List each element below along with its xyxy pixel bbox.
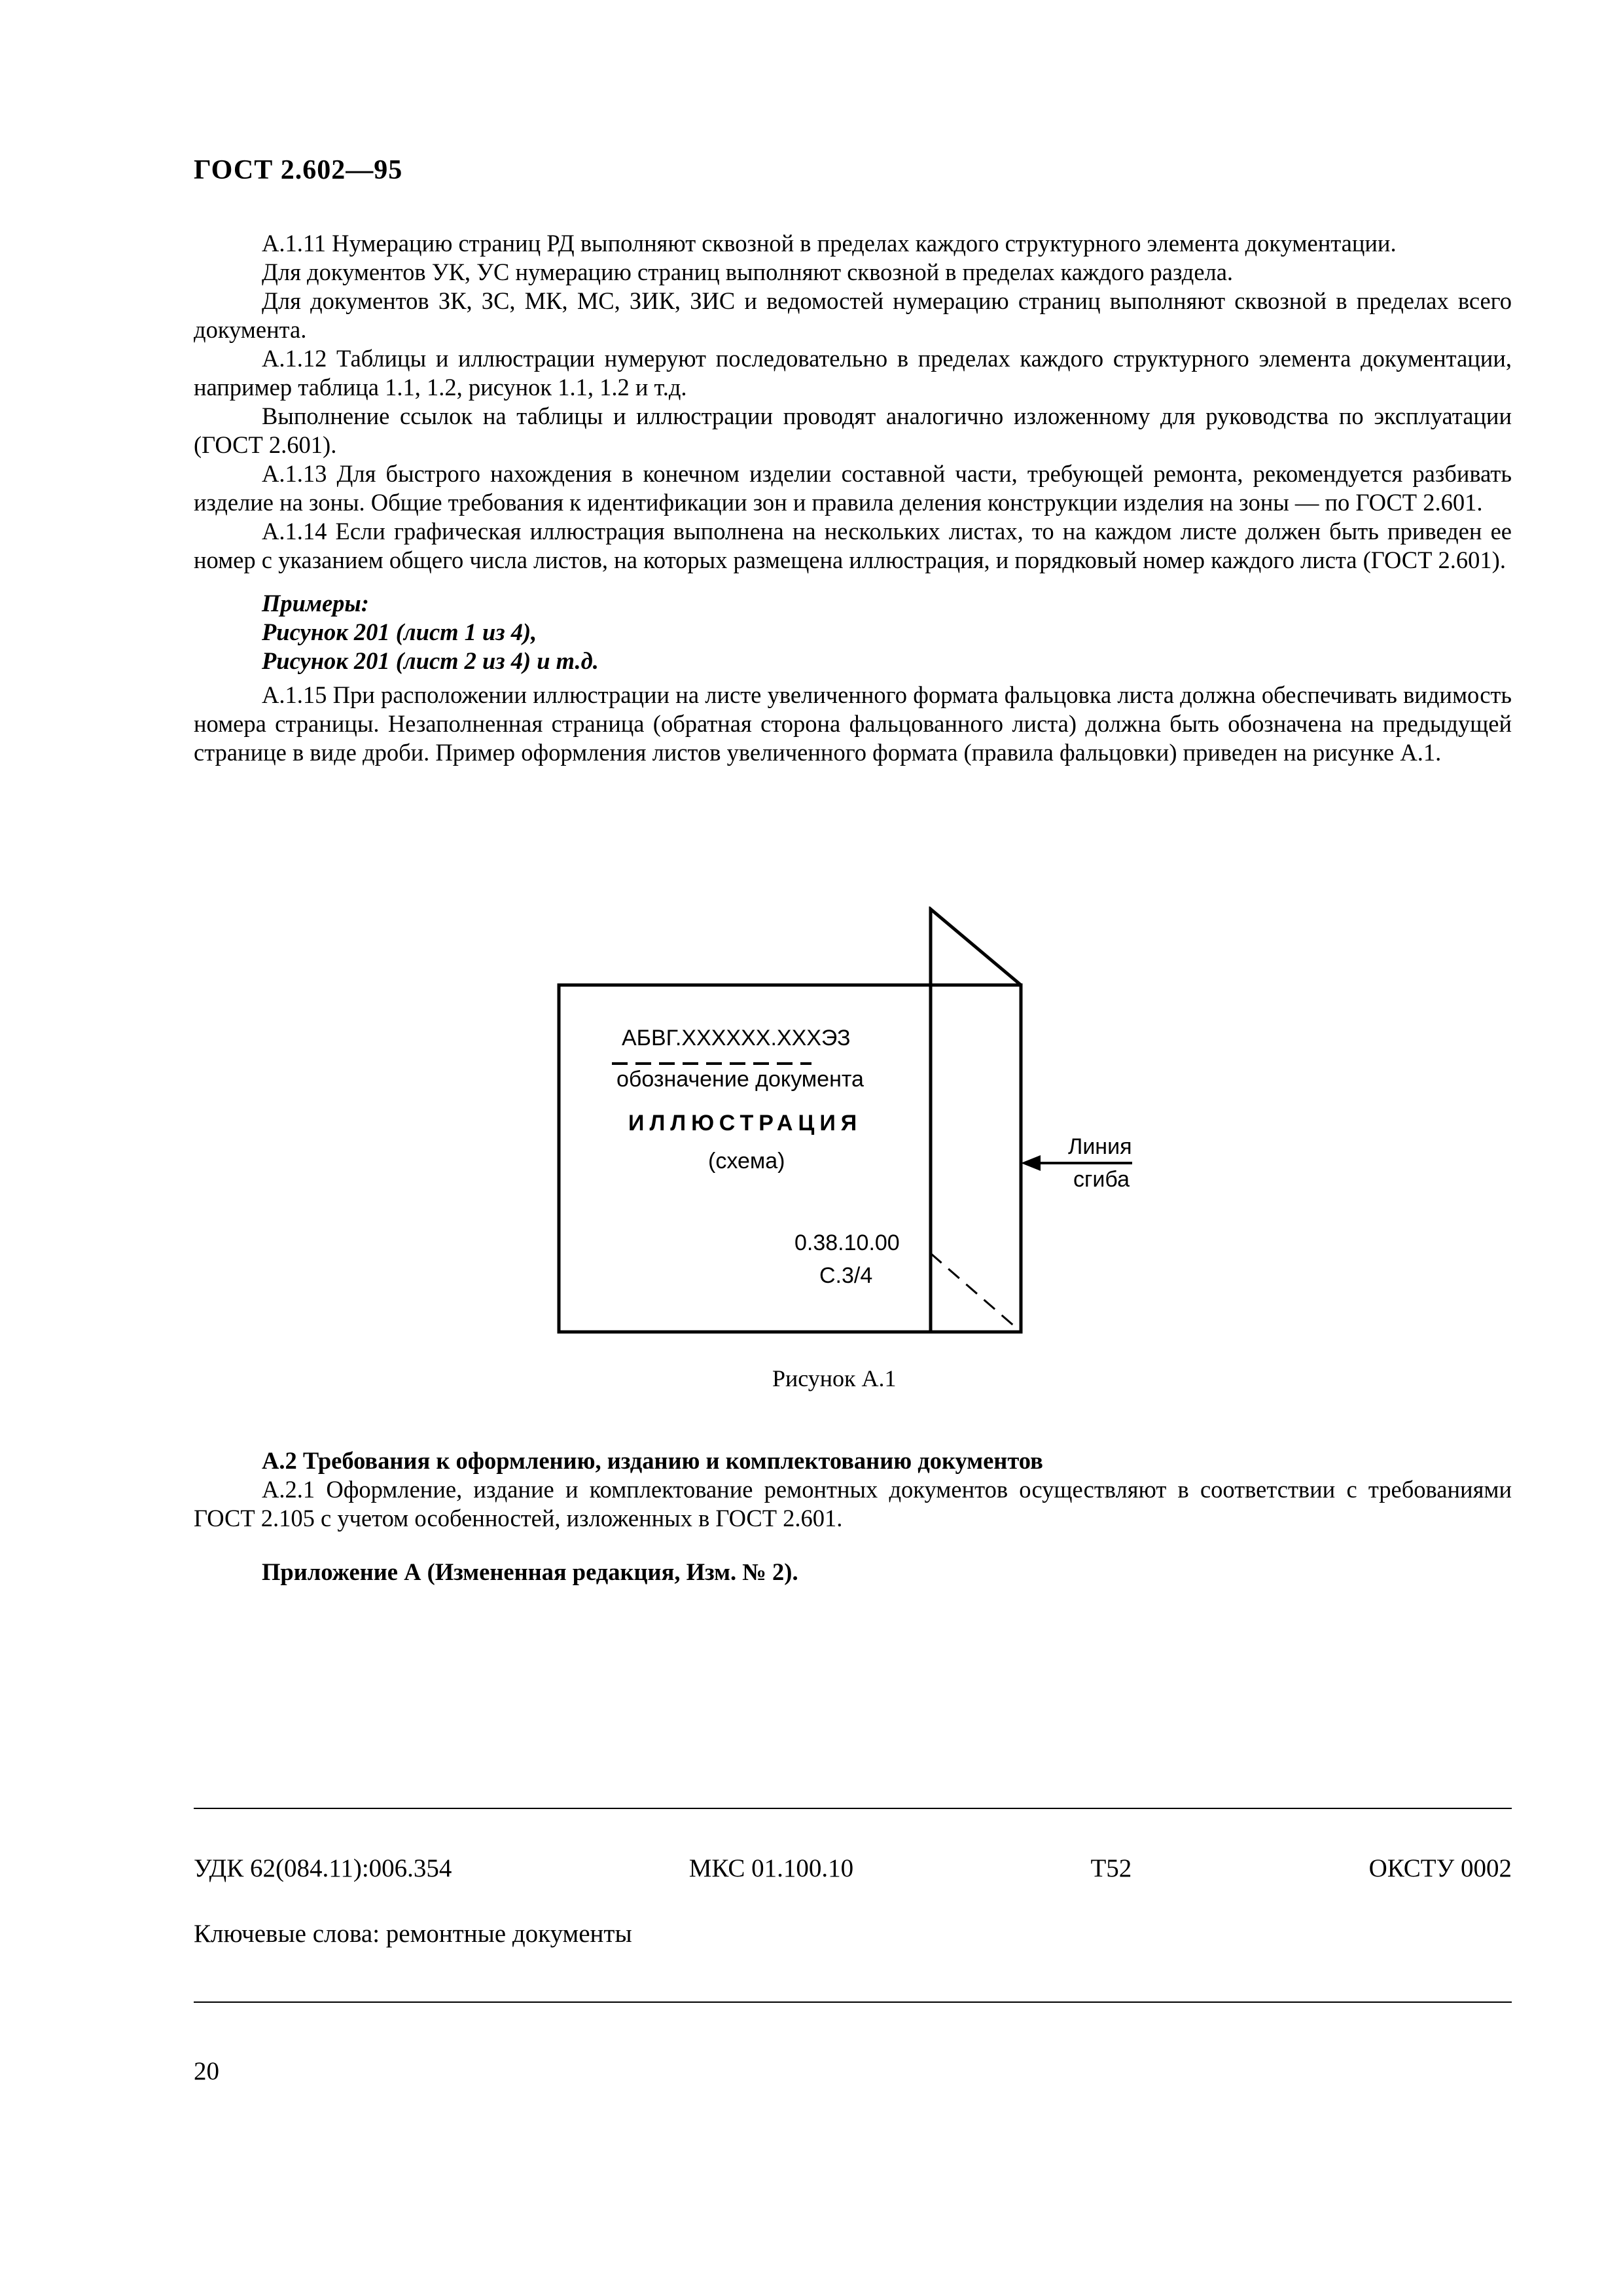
main-text	[194, 229, 1512, 767]
t-code: Т52	[1090, 1854, 1132, 1882]
example-line-2: Рисунок 201 (лист 2 из 4) и т.д.	[262, 647, 599, 674]
standard-header: ГОСТ 2.602—95	[194, 155, 403, 185]
fold-label-line: Линия	[1068, 1134, 1132, 1159]
fold-label-bend: сгиба	[1073, 1167, 1130, 1192]
example-line-1: Рисунок 201 (лист 1 из 4),	[262, 619, 537, 645]
paragraph-a114: А.1.14 Если графическая иллюстрация выполнена на нескольких листах, то на каждом листе должен быть приведен ее номер с указанием общего числа листов, на которых размещена иллюстрация, и порядковый номер каждого листа (ГОСТ 2.601).	[194, 518, 1512, 573]
page-number: 20	[194, 2057, 219, 2085]
section-a2	[194, 1446, 1512, 1587]
footer-classification-row	[194, 1854, 1512, 1883]
fold-dashed-diagonal	[931, 1253, 1021, 1332]
illustration-label: ИЛЛЮСТРАЦИЯ	[628, 1111, 863, 1136]
folded-flap-outline	[931, 909, 1021, 1332]
doc-designation-label: обозначение документа	[616, 1067, 864, 1092]
paragraph-zk-zs: Для документов ЗК, ЗС, МК, МС, ЗИК, ЗИС и ведомостей нумерацию страниц выполняют сквозной в пределах всего документа.	[194, 287, 1512, 343]
page-label: С.3/4	[819, 1263, 873, 1288]
paragraph-a111: А.1.11 Нумерацию страниц РД выполняют сквозной в пределах каждого структурного элемента документации.	[262, 230, 1397, 257]
section-a2-title: А.2 Требования к оформлению, изданию и комплектованию документов	[262, 1447, 1043, 1474]
keywords: Ключевые слова: ремонтные документы	[194, 1920, 632, 1948]
udk-code: УДК 62(084.11):006.354	[194, 1854, 452, 1882]
doc-code-label: АБВГ.XXXXXX.XXXЭЗ	[622, 1026, 851, 1050]
number-label: 0.38.10.00	[794, 1230, 900, 1255]
paragraph-a115: А.1.15 При расположении иллюстрации на листе увеличенного формата фальцовка листа должна обеспечивать видимость номера страницы. Незаполненная страница (обратная сторона фальцованного листа) должна быть обозначена на предыдущей странице в виде дроби. Пример оформления листов увеличенного формата (правила фальцовки) приведен на рисунке А.1.	[194, 681, 1512, 766]
paragraph-a112: А.1.12 Таблицы и иллюстрации нумеруют последовательно в пределах каждого структурного элемента документации, например таблица 1.1, 1.2, рисунок 1.1, 1.2 и т.д.	[194, 345, 1512, 401]
paragraph-a21: А.2.1 Оформление, издание и комплектование ремонтных документов осуществляют в соответствии с требованиями ГОСТ 2.105 с учетом особенностей, изложенных в ГОСТ 2.601.	[194, 1476, 1512, 1532]
examples-block	[262, 589, 1512, 675]
paragraph-a113: А.1.13 Для быстрого нахождения в конечном изделии составной части, требующей ремонта, рекомендуется разбивать изделие на зоны. Общие требования к идентификации зон и правила деления конструкции изделия на зоны — по ГОСТ 2.601.	[194, 460, 1512, 516]
fold-arrow-icon	[1021, 1155, 1041, 1171]
paragraph-uk-us: Для документов УК, УС нумерацию страниц выполняют сквозной в пределах каждого раздела.	[262, 259, 1234, 285]
scheme-label: (схема)	[708, 1149, 785, 1174]
footer-top-rule	[194, 1808, 1512, 1809]
examples-label: Примеры:	[262, 590, 369, 617]
paragraph-references: Выполнение ссылок на таблицы и иллюстрации проводят аналогично изложенному для руководства по эксплуатации (ГОСТ 2.601).	[194, 403, 1512, 458]
footer-bottom-rule	[194, 2001, 1512, 2003]
appendix-note: Приложение А (Измененная редакция, Изм. № 2).	[262, 1558, 798, 1585]
mks-code: МКС 01.100.10	[688, 1854, 854, 1882]
figure-caption: Рисунок А.1	[772, 1365, 897, 1391]
okstu-code: ОКСТУ 0002	[1368, 1854, 1512, 1882]
figure-a1	[556, 906, 1145, 1338]
